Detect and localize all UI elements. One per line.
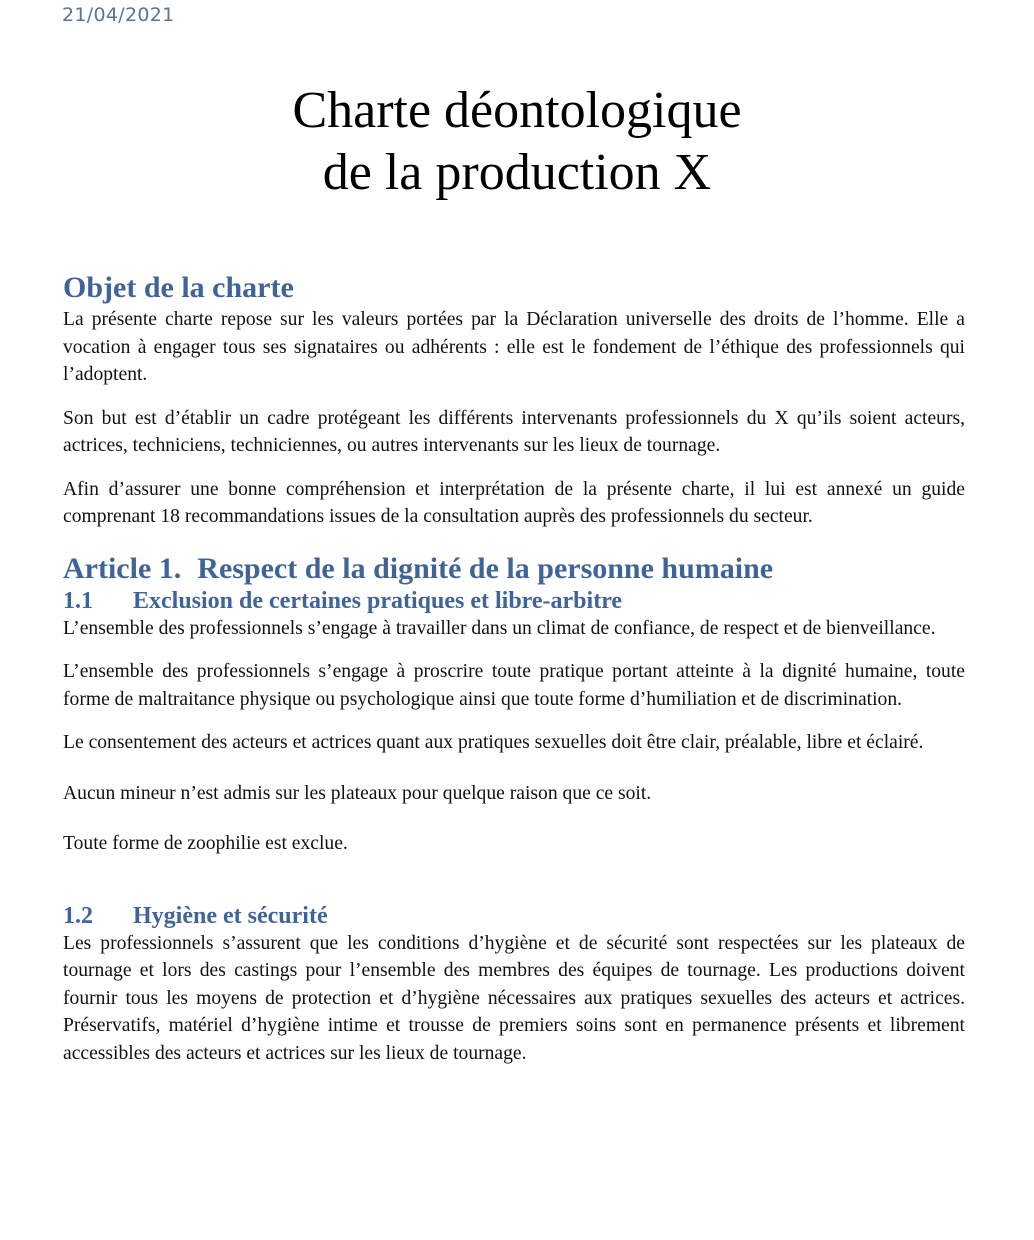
title-line-2: de la production X	[322, 144, 712, 201]
paragraph: La présente charte repose sur les valeurs portées par la Déclaration universelle des droits de l’homme. Elle a vocation à engager tous ses signataires ou adhérents : elle est le fondement de l’éthique des professionnels qui l’adoptent.	[63, 309, 965, 385]
paragraph: Le consentement des acteurs et actrices quant aux pratiques sexuelles doit être clair, préalable, libre et éclairé.	[63, 732, 924, 753]
section-title: Hygiène et sécurité	[133, 902, 328, 929]
section-title: Exclusion de certaines pratiques et libre-arbitre	[133, 587, 623, 614]
article-number: Article 1.	[63, 551, 182, 585]
paragraph: L’ensemble des professionnels s’engage à travailler dans un climat de confiance, de respect et de bienveillance.	[63, 617, 936, 639]
document-body	[63, 270, 965, 1067]
section-number: 1.2	[63, 902, 93, 929]
document-title	[0, 80, 1034, 204]
paragraph: Son but est d’établir un cadre protégeant les différents intervenants professionnels du X qu’ils soient acteurs, actrices, techniciens, techniciennes, ou autres intervenants sur les lieux de tournage.	[63, 407, 965, 456]
section-number: 1.1	[63, 587, 93, 614]
paragraph: Toute forme de zoophilie est exclue.	[63, 833, 348, 854]
paragraph: L’ensemble des professionnels s’engage à proscrire toute pratique portant atteinte à la dignité humaine, toute forme de maltraitance physique ou psychologique ainsi que toute forme d’humiliation et de discrimination.	[63, 661, 965, 710]
heading-article-1	[63, 551, 965, 587]
paragraph: Afin d’assurer une bonne compréhension et interprétation de la présente charte, il lui est annexé un guide comprenant 18 recommandations issues de la consultation auprès des professionnels du secteur.	[63, 478, 965, 527]
title-line-1: Charte déontologique	[292, 82, 742, 139]
heading-section-1-2	[63, 902, 965, 930]
document-date: 21/04/2021	[62, 4, 175, 26]
heading-objet: Objet de la charte	[63, 271, 294, 304]
paragraph: Aucun mineur n’est admis sur les plateaux pour quelque raison que ce soit.	[63, 782, 652, 804]
paragraph: Les professionnels s’assurent que les conditions d’hygiène et de sécurité sont respectées sur les plateaux de tournage et lors des castings pour l’ensemble des membres des équipes de tournage. Les productions doivent fournir tous les moyens de protection et d’hygiène nécessaires aux pratiques sexuelles des acteurs et actrices. Préservatifs, matériel d’hygiène intime et trousse de premiers soins sont en permanence présents et librement accessibles des acteurs et actrices sur les lieux de tournage.	[63, 932, 965, 1064]
article-title: Respect de la dignité de la personne humaine	[197, 551, 774, 585]
heading-section-1-1	[63, 587, 965, 615]
